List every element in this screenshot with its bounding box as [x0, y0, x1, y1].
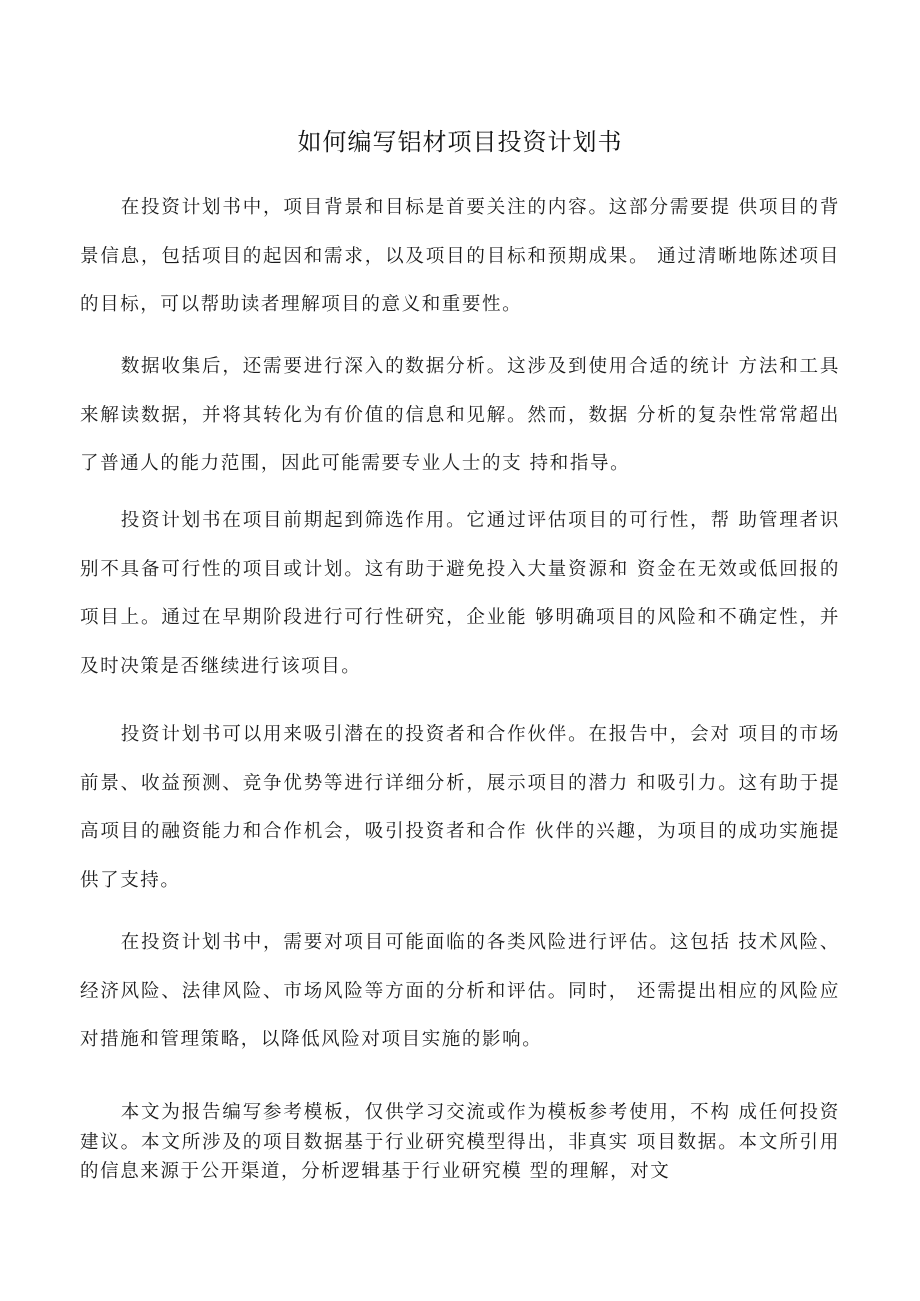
- paragraph-screening-role: 投资计划书在项目前期起到筛选作用。它通过评估项目的可行性，帮 助管理者识别不具备可行性的项目或计划。这有助于避免投入大量资源和 资金在无效或低回报的项目上。通过在早期阶段进行可行性研究，企业能 够明确项目的风险和不确定性，并及时决策是否继续进行该项目。: [80, 510, 840, 677]
- paragraph-project-background: 在投资计划书中，项目背景和目标是首要关注的内容。这部分需要提 供项目的背景信息，包括项目的起因和需求，以及项目的目标和预期成果。 通过清晰地陈述项目的目标，可以帮助读者理解项目的意义和重要性。: [80, 197, 840, 315]
- document-title: 如何编写铝材项目投资计划书: [297, 128, 623, 156]
- disclaimer-paragraph: 本文为报告编写参考模板，仅供学习交流或作为模板参考使用，不构 成任何投资建议。本文所涉及的项目数据基于行业研究模型得出，非真实 项目数据。本文所引用的信息来源于公开渠道，分析逻辑基于行业研究模 型的理解，对文: [80, 1102, 840, 1182]
- paragraph-risk-assessment: 在投资计划书中，需要对项目可能面临的各类风险进行评估。这包括 技术风险、经济风险、法律风险、市场风险等方面的分析和评估。同时， 还需提出相应的风险应对措施和管理策略，以降低风险对项目实施的影响。: [80, 932, 840, 1050]
- paragraph-attract-investors: 投资计划书可以用来吸引潜在的投资者和合作伙伴。在报告中，会对 项目的市场前景、收益预测、竞争优势等进行详细分析，展示项目的潜力 和吸引力。这有助于提高项目的融资能力和合作机会，吸引投资者和合作 伙伴的兴趣，为项目的成功实施提供了支持。: [80, 724, 840, 891]
- paragraph-data-analysis: 数据收集后，还需要进行深入的数据分析。这涉及到使用合适的统计 方法和工具来解读数据，并将其转化为有价值的信息和见解。然而，数据 分析的复杂性常常超出了普通人的能力范围，因此可能需要专业人士的支 持和指导。: [80, 356, 840, 474]
